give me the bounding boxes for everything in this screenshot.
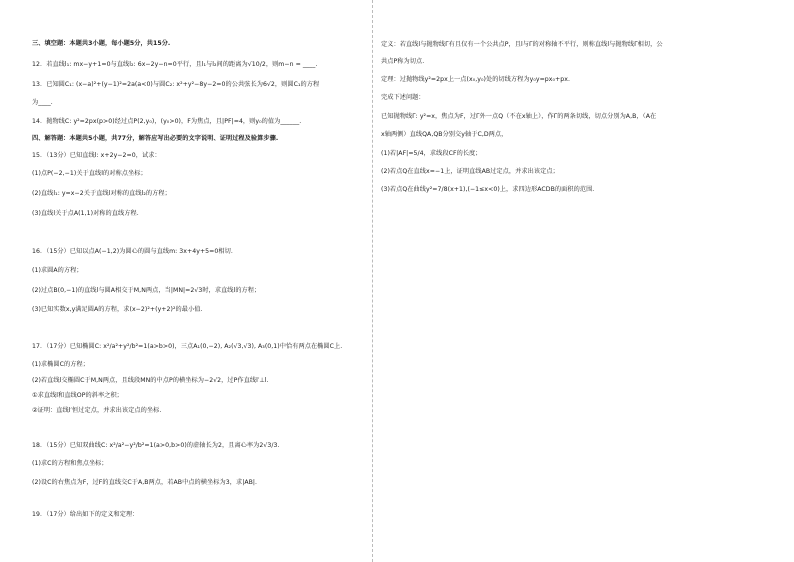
question-16-part-2: (2)过点B(0,−1)的直线l与圆A相交于M,N两点，当|MN|=2√3时，求直线l的方程； <box>32 287 261 294</box>
question-15-part-2: (2)直线l₁: y=x−2关于直线l对称的直线l₂的方程； <box>32 190 171 197</box>
question-16-part-3: (3)已知实数x,y满足圆A的方程，求(x−2)²+(y+2)²的最小值. <box>32 306 203 313</box>
task-intro: 完成下述问题： <box>381 94 425 101</box>
question-19-part-3: (3)若点Q在曲线y²=7/8(x+1),(−1≤x<0)上，求四边形ACDB的面积的范围. <box>381 186 595 193</box>
question-15: 15．（13分）已知直线l: x+2y−2=0，试求： <box>32 152 161 159</box>
question-13: 13．已知圆C₁: (x−a)²+(y−1)²=2a(a<0)与圆C₂: x²+y²−8y−2=0的公共弦长为6√2，则圆C₁的方程 <box>32 81 320 88</box>
question-17-part-1: (1)求椭圆C的方程； <box>32 361 89 368</box>
theorem-line: 定理：过抛物线y²=2px上一点(x₀,y₀)处的切线方程为y₀y=px₀+px. <box>381 76 570 83</box>
question-16: 16．（15分）已知以点A(−1,2)为圆心的圆与直线m: 3x+4y+5=0相切. <box>32 248 233 255</box>
question-16-part-1: (1)求圆A的方程； <box>32 267 83 274</box>
question-19-part-1: (1)若|AF|=5/4，求线段CF的长度； <box>381 150 482 157</box>
section-header-solution: 四、解答题：本题共5小题，共77分，解答应写出必要的文字说明、证明过程及验算步骤. <box>32 135 279 142</box>
definition-line-2: 共点P称为切点. <box>381 58 425 65</box>
section-header-fill-in: 三、填空题：本题共3小题，每小题5分，共15分. <box>32 40 171 47</box>
question-13-cont: 为____. <box>32 99 53 106</box>
problem-setup-line-2: x轴两侧）直线QA,QB分别交y轴于C,D两点， <box>381 131 508 138</box>
question-15-part-3: (3)直线l关于点A(1,1)对称的直线方程. <box>32 210 139 217</box>
question-17: 17．（17分）已知椭圆C: x²/a²+y²/b²=1(a>b>0)，三点A₁(0,−2), A₂(√3,√3), A₃(0,1)中恰有两点在椭圆C上. <box>32 343 343 350</box>
column-divider <box>372 0 373 562</box>
question-18: 18．（15分）已知双曲线C: x²/a²−y²/b²=1(a>0,b>0)的虚轴长为2，且离心率为2√3/3. <box>32 442 280 449</box>
definition-line-1: 定义：若直线l与抛物线Γ有且仅有一个公共点P，且l与Γ的对称轴不平行，则称直线l与抛物线Γ相切，公 <box>381 41 663 48</box>
question-15-part-1: (1)点P(−2,−1)关于直线l的对称点坐标； <box>32 170 147 177</box>
problem-setup-line-1: 已知抛物线Γ: y²=x，焦点为F，过Γ外一点Q（不在x轴上），作Γ的两条切线，切点分别为A,B，（A在 <box>381 113 657 120</box>
question-17-part-2-i: ①求直线l和直线OP的斜率之积； <box>32 392 123 399</box>
question-18-part-1: (1)求C的方程和焦点坐标； <box>32 460 108 467</box>
question-19: 19．（17分）给出如下的定义和定理： <box>32 511 139 518</box>
question-14: 14．抛物线C: y²=2px(p>0)经过点P(2,y₀)，(y₀>0)，F为焦点，且|PF|=4，则y₀的值为______. <box>32 118 302 125</box>
question-19-part-2: (2)若点Q在直线x=−1上，证明直线AB过定点，并求出该定点； <box>381 168 559 175</box>
question-18-part-2: (2)设C的右焦点为F，过F的直线交C于A,B两点，若AB中点的横坐标为3，求|AB|. <box>32 479 258 486</box>
question-12: 12．若直线l₁: mx−y+1=0与直线l₂: 6x−2y−n=0平行，且l₁与l₂间的距离为√10/2，则m−n = ____. <box>32 61 318 68</box>
question-17-part-2: (2)若直线l交椭圆C于M,N两点，且线段MN的中点P的横坐标为−2√2，过P作直线l′⊥l. <box>32 377 269 384</box>
question-17-part-2-ii: ②证明：直线l′恒过定点，并求出该定点的坐标. <box>32 407 162 414</box>
